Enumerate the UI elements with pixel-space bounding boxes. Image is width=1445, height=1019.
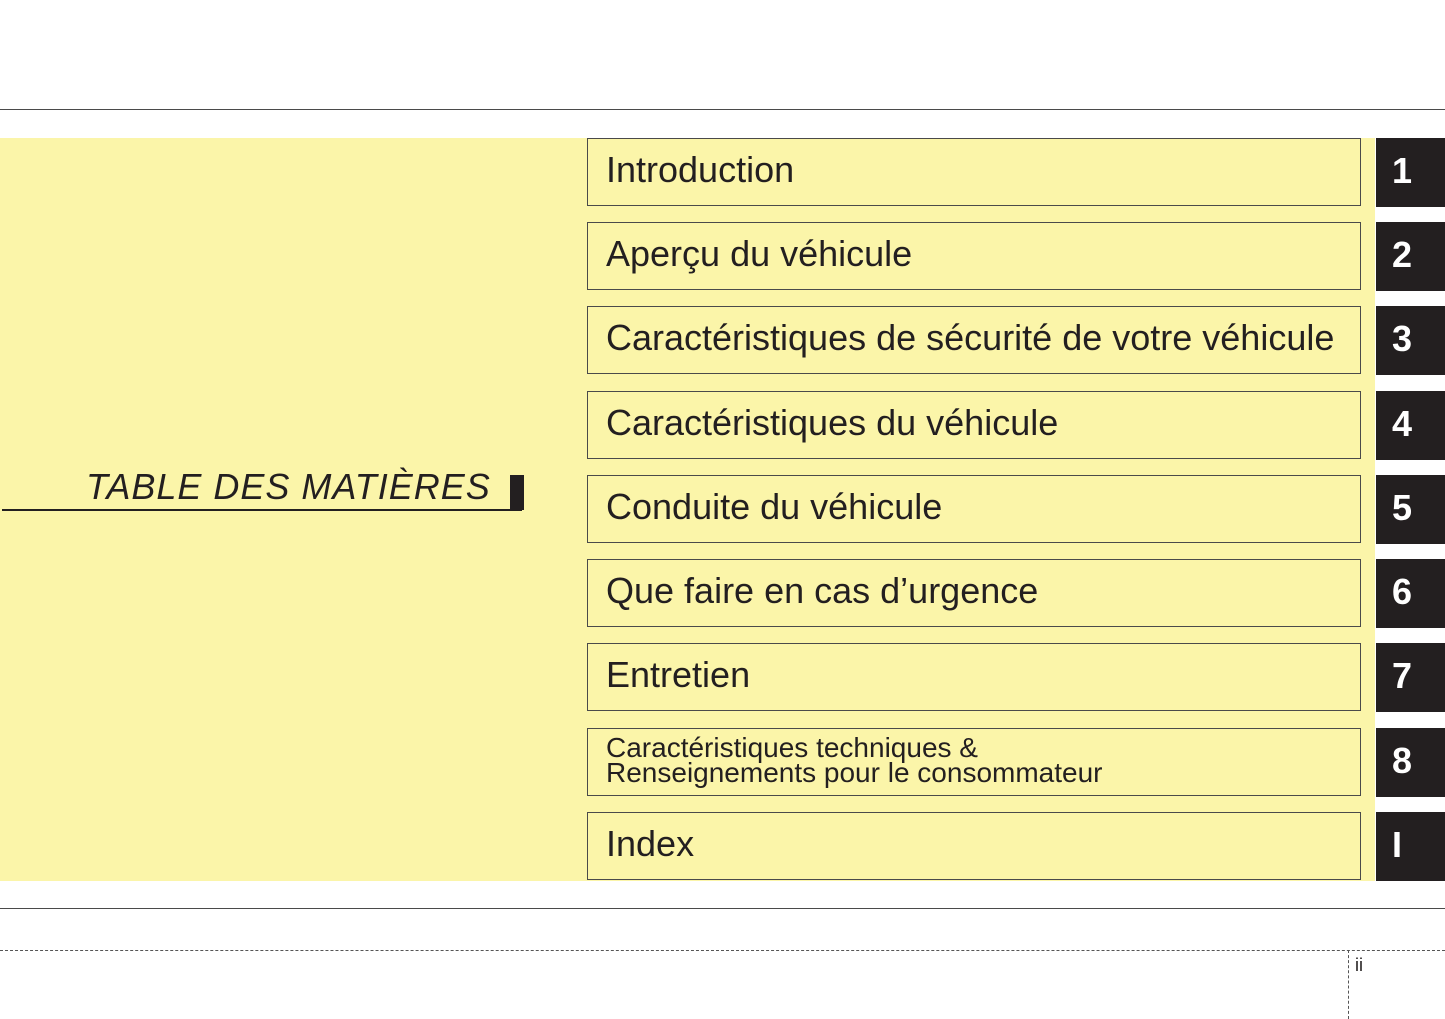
chapter-number: 8 [1392, 740, 1413, 781]
chapter-tab[interactable] [1376, 222, 1445, 291]
toc-entry-label: Caractéristiques de sécurité de votre véhicule [606, 317, 1335, 358]
toc-entry-label: Index [606, 823, 695, 864]
chapter-tab[interactable] [1376, 812, 1445, 881]
chapter-number: 4 [1392, 403, 1413, 444]
toc-entry-box[interactable] [587, 559, 1361, 627]
toc-entry-entretien[interactable] [587, 643, 1445, 711]
chapter-number: I [1392, 824, 1403, 865]
crop-line-horizontal [0, 950, 1445, 951]
toc-entry-label: Conduite du véhicule [606, 486, 943, 527]
toc-entry-label: Entretien [606, 654, 751, 695]
toc-entry-label: Que faire en cas d’urgence [606, 570, 1039, 611]
chapter-tab[interactable] [1376, 728, 1445, 797]
toc-entry-caracteristiques[interactable] [587, 391, 1445, 459]
page-number: ii [1355, 955, 1363, 975]
chapter-number: 1 [1392, 150, 1413, 191]
toc-entry-apercu[interactable] [587, 222, 1445, 290]
toc-entry-label: Aperçu du véhicule [606, 233, 913, 274]
chapter-tab[interactable] [1376, 643, 1445, 712]
chapter-tab[interactable] [1376, 306, 1445, 375]
chapter-tab[interactable] [1376, 391, 1445, 460]
chapter-tab[interactable] [1376, 138, 1445, 207]
chapter-number: 2 [1392, 234, 1413, 275]
toc-entry-techniques[interactable] [587, 728, 1445, 796]
crop-line-vertical [1348, 950, 1349, 1019]
chapter-number: 3 [1392, 318, 1413, 359]
toc-entry-box[interactable] [587, 643, 1361, 711]
toc-entry-label: Caractéristiques du véhicule [606, 402, 1059, 443]
heading-underline [2, 509, 522, 511]
toc-entry-introduction[interactable] [587, 138, 1445, 206]
top-rule [0, 109, 1445, 110]
toc-entry-box[interactable] [587, 306, 1361, 374]
toc-entry-box[interactable] [587, 812, 1361, 880]
chapter-number: 7 [1392, 655, 1413, 696]
toc-entry-index[interactable] [587, 812, 1445, 880]
toc-entry-conduite[interactable] [587, 475, 1445, 543]
toc-entry-box[interactable] [587, 222, 1361, 290]
chapter-tab[interactable] [1376, 475, 1445, 544]
chapter-number: 5 [1392, 487, 1413, 528]
toc-entry-box[interactable] [587, 391, 1361, 459]
toc-entry-box[interactable] [587, 728, 1361, 796]
toc-entry-urgence[interactable] [587, 559, 1445, 627]
heading-marker-bar [510, 475, 524, 510]
page-title: TABLE DES MATIÈRES [86, 466, 491, 507]
toc-entry-label: Introduction [606, 149, 795, 190]
toc-entry-box[interactable] [587, 138, 1361, 206]
toc-entry-box[interactable] [587, 475, 1361, 543]
bottom-rule [0, 908, 1445, 909]
toc-entry-label: Caractéristiques techniques & Renseignements pour le consommateur [606, 732, 1103, 788]
toc-entry-securite[interactable] [587, 306, 1445, 374]
chapter-number: 6 [1392, 571, 1413, 612]
chapter-tab[interactable] [1376, 559, 1445, 628]
